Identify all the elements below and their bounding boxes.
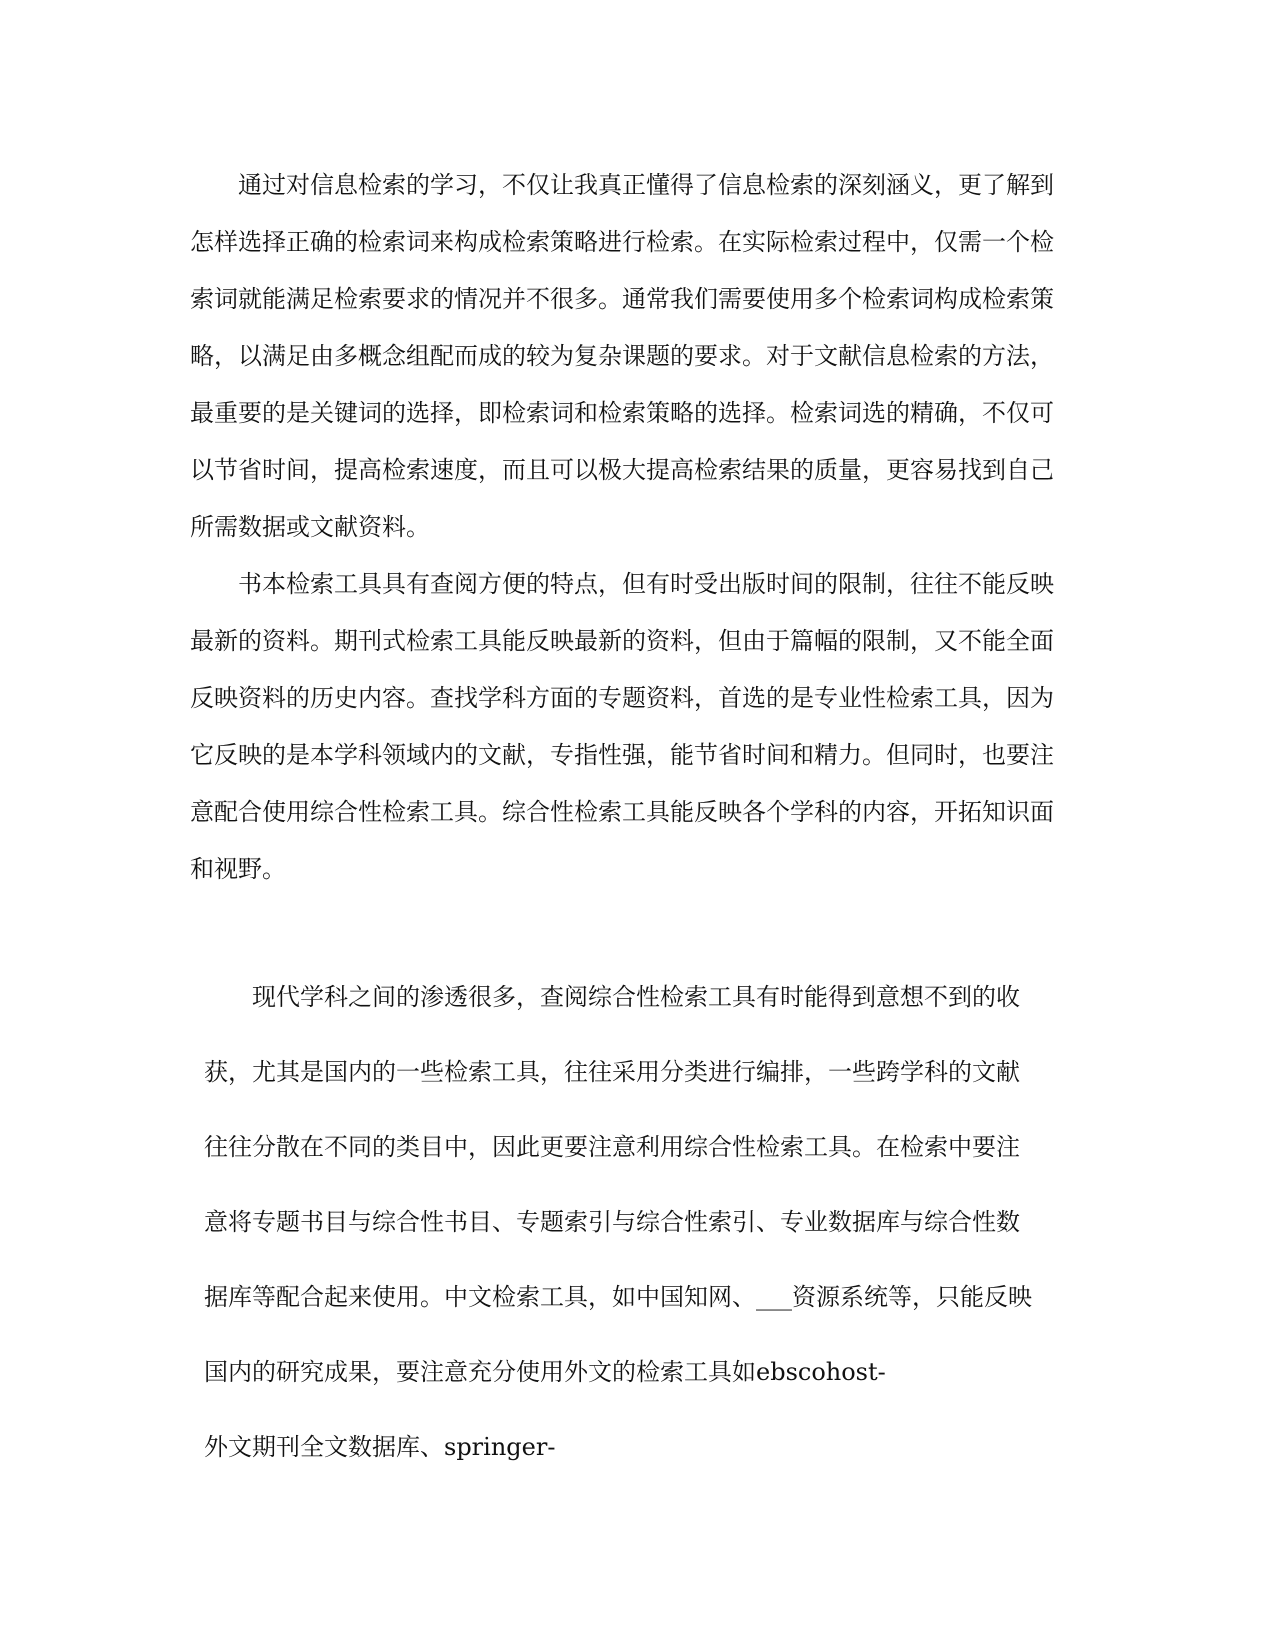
text-line: 最新的资料。期刊式检索工具能反映最新的资料，但由于篇幅的限制，又不能全面 bbox=[190, 627, 1054, 655]
text-line: 最重要的是关键词的选择，即检索词和检索策略的选择。检索词选的精确，不仅可 bbox=[190, 399, 1054, 427]
text-line: 国内的研究成果，要注意充分使用外文的检索工具如ebscohost- bbox=[204, 1358, 886, 1386]
text-line: 所需数据或文献资料。 bbox=[190, 513, 430, 541]
text-line: 往往分散在不同的类目中，因此更要注意利用综合性检索工具。在检索中要注 bbox=[204, 1133, 1020, 1161]
text-line: 现代学科之间的渗透很多，查阅综合性检索工具有时能得到意想不到的收 bbox=[252, 983, 1020, 1011]
text-line: 略，以满足由多概念组配而成的较为复杂课题的要求。对于文献信息检索的方法， bbox=[190, 342, 1054, 370]
text-line: 以节省时间，提高检索速度，而且可以极大提高检索结果的质量，更容易找到自己 bbox=[190, 456, 1054, 484]
text-line: 索词就能满足检索要求的情况并不很多。通常我们需要使用多个检索词构成检索策 bbox=[190, 285, 1054, 313]
text-line: 通过对信息检索的学习，不仅让我真正懂得了信息检索的深刻涵义，更了解到 bbox=[238, 171, 1054, 199]
text-line: 外文期刊全文数据库、springer- bbox=[204, 1433, 556, 1461]
text-line: 意配合使用综合性检索工具。综合性检索工具能反映各个学科的内容，开拓知识面 bbox=[190, 798, 1054, 826]
text-line: 它反映的是本学科领域内的文献，专指性强，能节省时间和精力。但同时，也要注 bbox=[190, 741, 1054, 769]
text-line: 怎样选择正确的检索词来构成检索策略进行检索。在实际检索过程中，仅需一个检 bbox=[190, 228, 1054, 256]
text-line: 获，尤其是国内的一些检索工具，往往采用分类进行编排，一些跨学科的文献 bbox=[204, 1058, 1020, 1086]
text-line: 书本检索工具具有查阅方便的特点，但有时受出版时间的限制，往往不能反映 bbox=[238, 570, 1054, 598]
text-line: 反映资料的历史内容。查找学科方面的专题资料，首选的是专业性检索工具，因为 bbox=[190, 684, 1054, 712]
text-line: 据库等配合起来使用。中文检索工具，如中国知网、___资源系统等，只能反映 bbox=[204, 1283, 1032, 1311]
text-line: 意将专题书目与综合性书目、专题索引与综合性索引、专业数据库与综合性数 bbox=[204, 1208, 1020, 1236]
text-line: 和视野。 bbox=[190, 855, 286, 883]
